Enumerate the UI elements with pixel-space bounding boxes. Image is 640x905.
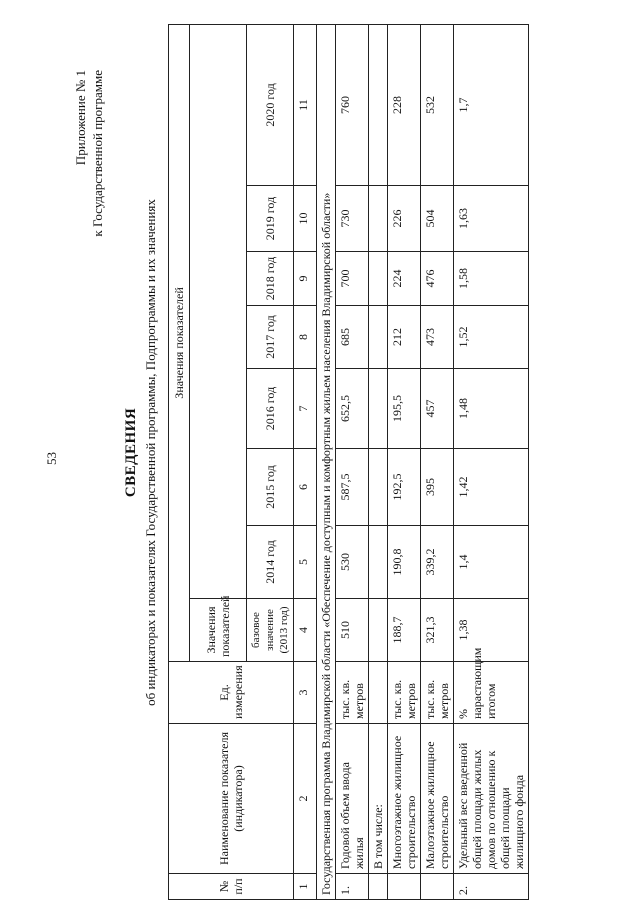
row-value: 1,48 bbox=[454, 369, 529, 449]
header-blank bbox=[190, 24, 247, 598]
index-cell: 5 bbox=[294, 526, 317, 599]
row-value: 652,5 bbox=[336, 369, 369, 449]
row-value bbox=[369, 449, 388, 526]
document-subtitle: об индикаторах и показателях Государственной программы, Подпрограммы и их значениях bbox=[143, 199, 158, 706]
row-value: 504 bbox=[421, 186, 454, 252]
row-name: В том числе: bbox=[369, 724, 388, 874]
row-value: 457 bbox=[421, 369, 454, 449]
row-value: 532 bbox=[421, 24, 454, 185]
row-base: 321,3 bbox=[421, 599, 454, 662]
row-num bbox=[369, 874, 388, 900]
row-value: 473 bbox=[421, 306, 454, 369]
row-value: 195,5 bbox=[388, 369, 421, 449]
row-value: 730 bbox=[336, 186, 369, 252]
header-values-group: Значения показателей bbox=[169, 24, 190, 661]
header-year-2014: 2014 год bbox=[247, 526, 294, 599]
row-unit: тыс. кв. метров bbox=[336, 662, 369, 724]
row-name: Многоэтажное жилищное строительство bbox=[388, 724, 421, 874]
row-num bbox=[421, 874, 454, 900]
row-value: 228 bbox=[388, 24, 421, 185]
row-value bbox=[369, 24, 388, 185]
row-base: 510 bbox=[336, 599, 369, 662]
row-value: 760 bbox=[336, 24, 369, 185]
header-year-2017: 2017 год bbox=[247, 306, 294, 369]
row-value: 190,8 bbox=[388, 526, 421, 599]
document-title: СВЕДЕНИЯ bbox=[123, 407, 139, 498]
row-num: 1. bbox=[336, 874, 369, 900]
row-value bbox=[369, 252, 388, 306]
header-year-2019: 2019 год bbox=[247, 186, 294, 252]
table-row bbox=[336, 24, 369, 899]
row-value bbox=[369, 526, 388, 599]
row-value: 1,58 bbox=[454, 252, 529, 306]
index-cell: 6 bbox=[294, 449, 317, 526]
row-unit: % нарастающим итогом bbox=[454, 662, 529, 724]
index-row bbox=[294, 24, 317, 899]
page-number: 53 bbox=[44, 452, 59, 465]
row-value: 224 bbox=[388, 252, 421, 306]
row-value bbox=[369, 306, 388, 369]
header-year-2015: 2015 год bbox=[247, 449, 294, 526]
header-year-2020: 2020 год bbox=[247, 24, 294, 185]
index-cell: 9 bbox=[294, 252, 317, 306]
row-value: 530 bbox=[336, 526, 369, 599]
row-value: 395 bbox=[421, 449, 454, 526]
row-value: 587,5 bbox=[336, 449, 369, 526]
index-cell: 8 bbox=[294, 306, 317, 369]
header-num: № п/п bbox=[169, 874, 294, 900]
row-unit: тыс. кв. метров bbox=[388, 662, 421, 724]
row-name: Малоэтажное жилищное строительство bbox=[421, 724, 454, 874]
header-name: Наименование показателя (индикатора) bbox=[169, 724, 294, 874]
row-value: 226 bbox=[388, 186, 421, 252]
header-values-sub: Значения показателей bbox=[190, 599, 247, 662]
row-value: 1,7 bbox=[454, 24, 529, 185]
row-value: 1,63 bbox=[454, 186, 529, 252]
row-base bbox=[369, 599, 388, 662]
table-row bbox=[454, 24, 529, 899]
header-row-1 bbox=[169, 24, 190, 899]
index-cell: 11 bbox=[294, 24, 317, 185]
appendix-note bbox=[72, 70, 106, 237]
section-title: Государственная программа Владимирской области «Обеспечение доступным и комфортным жильем населения Владимирской области» bbox=[317, 24, 336, 899]
header-year-2018: 2018 год bbox=[247, 252, 294, 306]
index-cell: 7 bbox=[294, 369, 317, 449]
row-value bbox=[369, 369, 388, 449]
row-value: 1,42 bbox=[454, 449, 529, 526]
row-value: 700 bbox=[336, 252, 369, 306]
row-value: 339,2 bbox=[421, 526, 454, 599]
appendix-line-2: к Государственной программе bbox=[90, 70, 105, 237]
row-name: Годовой объем ввода жилья bbox=[336, 724, 369, 874]
index-cell: 1 bbox=[294, 874, 317, 900]
table-row bbox=[388, 24, 421, 899]
row-value bbox=[369, 186, 388, 252]
header-base: базовое значение (2013 год) bbox=[247, 599, 294, 662]
indicators-table bbox=[168, 24, 529, 900]
index-cell: 2 bbox=[294, 724, 317, 874]
row-unit: тыс. кв. метров bbox=[421, 662, 454, 724]
header-year-2016: 2016 год bbox=[247, 369, 294, 449]
row-value: 1,52 bbox=[454, 306, 529, 369]
table-row bbox=[369, 24, 388, 899]
row-value: 192,5 bbox=[388, 449, 421, 526]
row-value: 1,4 bbox=[454, 526, 529, 599]
row-value: 476 bbox=[421, 252, 454, 306]
appendix-line-1: Приложение № 1 bbox=[73, 70, 88, 166]
row-base: 1,38 bbox=[454, 599, 529, 662]
row-name: Удельный вес введенной общей площади жилых домов по отношению к общей площади жилищного фонда bbox=[454, 724, 529, 874]
table-row bbox=[421, 24, 454, 899]
index-cell: 10 bbox=[294, 186, 317, 252]
row-value: 685 bbox=[336, 306, 369, 369]
row-num bbox=[388, 874, 421, 900]
row-base: 188,7 bbox=[388, 599, 421, 662]
index-cell: 4 bbox=[294, 599, 317, 662]
index-cell: 3 bbox=[294, 662, 317, 724]
row-value: 212 bbox=[388, 306, 421, 369]
row-num: 2. bbox=[454, 874, 529, 900]
row-unit bbox=[369, 662, 388, 724]
section-row bbox=[317, 24, 336, 899]
header-unit: Ед. измерения bbox=[169, 662, 294, 724]
